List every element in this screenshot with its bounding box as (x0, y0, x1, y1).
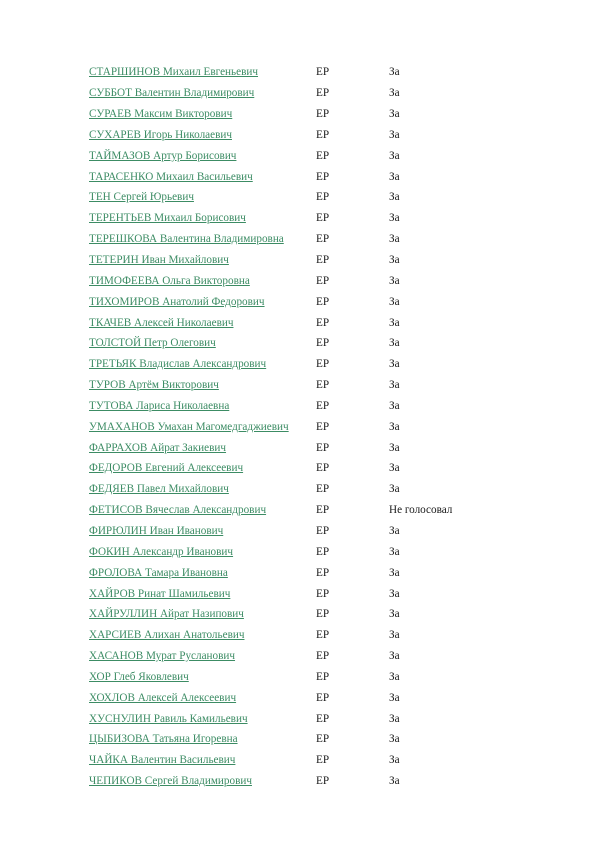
deputy-name-link[interactable]: ТЕТЕРИН Иван Михайлович (89, 254, 229, 267)
party-cell: ЕР (316, 87, 330, 100)
table-row (89, 771, 509, 792)
vote-result-cell: За (389, 170, 400, 183)
table-row (89, 458, 509, 479)
table-row (89, 187, 509, 208)
vote-result-cell: За (389, 441, 400, 454)
vote-result-cell: За (389, 524, 400, 537)
vote-result-cell: За (389, 108, 400, 121)
party-cell: ЕР (316, 295, 330, 308)
table-row (89, 646, 509, 667)
table-row (89, 333, 509, 354)
deputy-name-cell (89, 604, 316, 625)
vote-result-cell: За (389, 379, 400, 392)
deputy-name-cell (89, 479, 316, 500)
vote-result-cell: За (389, 128, 400, 141)
deputy-name-link[interactable]: ХАЙРУЛЛИН Айрат Назипович (89, 608, 244, 621)
deputy-name-link[interactable]: СУББОТ Валентин Владимирович (89, 87, 255, 100)
deputy-name-link[interactable]: ТУТОВА Лариса Николаевна (89, 399, 230, 412)
deputy-name-link[interactable]: ЦЫБИЗОВА Татьяна Игоревна (89, 733, 238, 746)
table-row (89, 166, 509, 187)
deputy-name-cell (89, 458, 316, 479)
deputy-name-cell (89, 521, 316, 542)
vote-result-cell: За (389, 191, 400, 204)
deputy-name-link[interactable]: ХОХЛОВ Алексей Алексеевич (89, 691, 237, 704)
vote-result-cell: За (389, 629, 400, 642)
party-cell: ЕР (316, 191, 330, 204)
deputy-name-cell (89, 437, 316, 458)
deputy-name-cell (89, 646, 316, 667)
vote-result-cell: За (389, 295, 400, 308)
party-cell: ЕР (316, 670, 330, 683)
table-row (89, 666, 509, 687)
vote-result-cell: За (389, 420, 400, 433)
party-cell: ЕР (316, 733, 330, 746)
party-cell: ЕР (316, 462, 330, 475)
deputy-name-link[interactable]: УМАХАНОВ Умахан Магомедгаджиевич (89, 420, 289, 433)
vote-result-cell: За (389, 87, 400, 100)
deputy-name-cell (89, 500, 316, 521)
party-cell: ЕР (316, 441, 330, 454)
deputy-name-cell (89, 62, 316, 83)
deputy-name-link[interactable]: ТОЛСТОЙ Петр Олегович (89, 337, 216, 350)
party-cell: ЕР (316, 775, 330, 788)
deputy-name-link[interactable]: ХАСАНОВ Мурат Русланович (89, 650, 236, 663)
party-cell: ЕР (316, 379, 330, 392)
vote-result-cell: За (389, 254, 400, 267)
party-cell: ЕР (316, 212, 330, 225)
table-row (89, 437, 509, 458)
table-row (89, 687, 509, 708)
table-row (89, 396, 509, 417)
table-row (89, 312, 509, 333)
party-cell: ЕР (316, 587, 330, 600)
vote-results-table (89, 62, 509, 792)
deputy-name-cell (89, 396, 316, 417)
table-row (89, 375, 509, 396)
deputy-name-cell (89, 208, 316, 229)
party-cell: ЕР (316, 149, 330, 162)
deputy-name-cell (89, 687, 316, 708)
party-cell: ЕР (316, 545, 330, 558)
table-row (89, 562, 509, 583)
table-row (89, 604, 509, 625)
deputy-name-cell (89, 541, 316, 562)
deputy-name-cell (89, 250, 316, 271)
party-cell: ЕР (316, 274, 330, 287)
vote-result-cell: За (389, 754, 400, 767)
deputy-name-link[interactable]: СТАРШИНОВ Михаил Евгеньевич (89, 66, 259, 79)
deputy-name-link[interactable]: ЧАЙКА Валентин Васильевич (89, 754, 236, 767)
deputy-name-link[interactable]: ФЕДОРОВ Евгений Алексеевич (89, 462, 244, 475)
party-cell: ЕР (316, 399, 330, 412)
deputy-name-link[interactable]: ХОР Глеб Яковлевич (89, 670, 189, 683)
table-row (89, 250, 509, 271)
vote-result-cell: За (389, 733, 400, 746)
party-cell: ЕР (316, 108, 330, 121)
vote-result-cell: За (389, 274, 400, 287)
deputy-name-cell (89, 729, 316, 750)
deputy-name-link[interactable]: ТИМОФЕЕВА Ольга Викторовна (89, 274, 250, 287)
vote-result-cell: За (389, 608, 400, 621)
deputy-name-cell (89, 125, 316, 146)
deputy-name-link[interactable]: ФЕДЯЕВ Павел Михайлович (89, 483, 229, 496)
party-cell: ЕР (316, 483, 330, 496)
deputy-name-link[interactable]: ТУРОВ Артём Викторович (89, 379, 219, 392)
table-row (89, 229, 509, 250)
deputy-name-cell (89, 562, 316, 583)
deputy-name-cell (89, 771, 316, 792)
vote-result-cell: Не голосовал (389, 504, 453, 517)
table-row (89, 479, 509, 500)
vote-result-cell: За (389, 462, 400, 475)
deputy-name-link[interactable]: ТИХОМИРОВ Анатолий Федорович (89, 295, 265, 308)
vote-result-cell: За (389, 587, 400, 600)
deputy-name-cell (89, 625, 316, 646)
deputy-name-link[interactable]: ХАЙРОВ Ринат Шамильевич (89, 587, 231, 600)
table-row (89, 291, 509, 312)
deputy-name-link[interactable]: ТРЕТЬЯК Владислав Александрович (89, 358, 267, 371)
party-cell: ЕР (316, 66, 330, 79)
deputy-name-cell (89, 291, 316, 312)
table-row (89, 500, 509, 521)
table-row (89, 583, 509, 604)
deputy-name-link[interactable]: ФАРРАХОВ Айрат Закиевич (89, 441, 227, 454)
deputy-name-link[interactable]: ТЕН Сергей Юрьевич (89, 191, 194, 204)
deputy-name-cell (89, 708, 316, 729)
party-cell: ЕР (316, 128, 330, 141)
vote-rows (89, 62, 509, 792)
deputy-name-cell (89, 270, 316, 291)
deputy-name-link[interactable]: ТАРАСЕНКО Михаил Васильевич (89, 170, 253, 183)
deputy-name-cell (89, 354, 316, 375)
deputy-name-cell (89, 333, 316, 354)
vote-result-cell: За (389, 233, 400, 246)
deputy-name-link[interactable]: ХУСНУЛИН Равиль Камильевич (89, 712, 248, 725)
vote-result-cell: За (389, 712, 400, 725)
party-cell: ЕР (316, 566, 330, 579)
vote-result-cell: За (389, 399, 400, 412)
deputy-name-link[interactable]: ТЕРЕНТЬЕВ Михаил Борисович (89, 212, 246, 225)
table-row (89, 270, 509, 291)
party-cell: ЕР (316, 358, 330, 371)
table-row (89, 62, 509, 83)
vote-result-cell: За (389, 650, 400, 663)
table-row (89, 750, 509, 771)
deputy-name-cell (89, 104, 316, 125)
table-row (89, 104, 509, 125)
party-cell: ЕР (316, 524, 330, 537)
deputy-name-cell (89, 416, 316, 437)
deputy-name-cell (89, 166, 316, 187)
table-row (89, 729, 509, 750)
deputy-name-link[interactable]: ТКАЧЕВ Алексей Николаевич (89, 316, 234, 329)
party-cell: ЕР (316, 754, 330, 767)
vote-result-cell: За (389, 483, 400, 496)
deputy-name-link[interactable]: ФЕТИСОВ Вячеслав Александрович (89, 504, 267, 517)
vote-result-cell: За (389, 316, 400, 329)
deputy-name-link[interactable]: ФОКИН Александр Иванович (89, 545, 234, 558)
table-row (89, 208, 509, 229)
deputy-name-cell (89, 83, 316, 104)
deputy-name-link[interactable]: ЧЕПИКОВ Сергей Владимирович (89, 775, 252, 788)
table-row (89, 83, 509, 104)
party-cell: ЕР (316, 691, 330, 704)
party-cell: ЕР (316, 316, 330, 329)
vote-result-cell: За (389, 66, 400, 79)
deputy-name-link[interactable]: ТАЙМАЗОВ Артур Борисович (89, 149, 237, 162)
party-cell: ЕР (316, 170, 330, 183)
table-row (89, 416, 509, 437)
party-cell: ЕР (316, 233, 330, 246)
party-cell: ЕР (316, 420, 330, 433)
party-cell: ЕР (316, 650, 330, 663)
deputy-name-cell (89, 750, 316, 771)
deputy-name-cell (89, 583, 316, 604)
deputy-name-link[interactable]: ФРОЛОВА Тамара Ивановна (89, 566, 228, 579)
deputy-name-link[interactable]: ТЕРЕШКОВА Валентина Владимировна (89, 233, 284, 246)
vote-result-cell: За (389, 775, 400, 788)
party-cell: ЕР (316, 712, 330, 725)
party-cell: ЕР (316, 504, 330, 517)
deputy-name-link[interactable]: СУРАЕВ Максим Викторович (89, 108, 233, 121)
deputy-name-link[interactable]: ФИРЮЛИН Иван Иванович (89, 524, 224, 537)
deputy-name-cell (89, 229, 316, 250)
deputy-name-cell (89, 187, 316, 208)
table-row (89, 625, 509, 646)
deputy-name-link[interactable]: ХАРСИЕВ Алихан Анатольевич (89, 629, 245, 642)
table-row (89, 125, 509, 146)
vote-result-cell: За (389, 545, 400, 558)
vote-result-cell: За (389, 670, 400, 683)
party-cell: ЕР (316, 254, 330, 267)
vote-result-cell: За (389, 358, 400, 371)
vote-result-cell: За (389, 691, 400, 704)
vote-result-cell: За (389, 149, 400, 162)
table-row (89, 521, 509, 542)
deputy-name-cell (89, 145, 316, 166)
vote-result-cell: За (389, 566, 400, 579)
party-cell: ЕР (316, 608, 330, 621)
party-cell: ЕР (316, 337, 330, 350)
party-cell: ЕР (316, 629, 330, 642)
table-row (89, 145, 509, 166)
table-row (89, 354, 509, 375)
deputy-name-link[interactable]: СУХАРЕВ Игорь Николаевич (89, 128, 232, 141)
deputy-name-cell (89, 312, 316, 333)
vote-result-cell: За (389, 337, 400, 350)
table-row (89, 708, 509, 729)
vote-result-cell: За (389, 212, 400, 225)
deputy-name-cell (89, 375, 316, 396)
deputy-name-cell (89, 666, 316, 687)
table-row (89, 541, 509, 562)
